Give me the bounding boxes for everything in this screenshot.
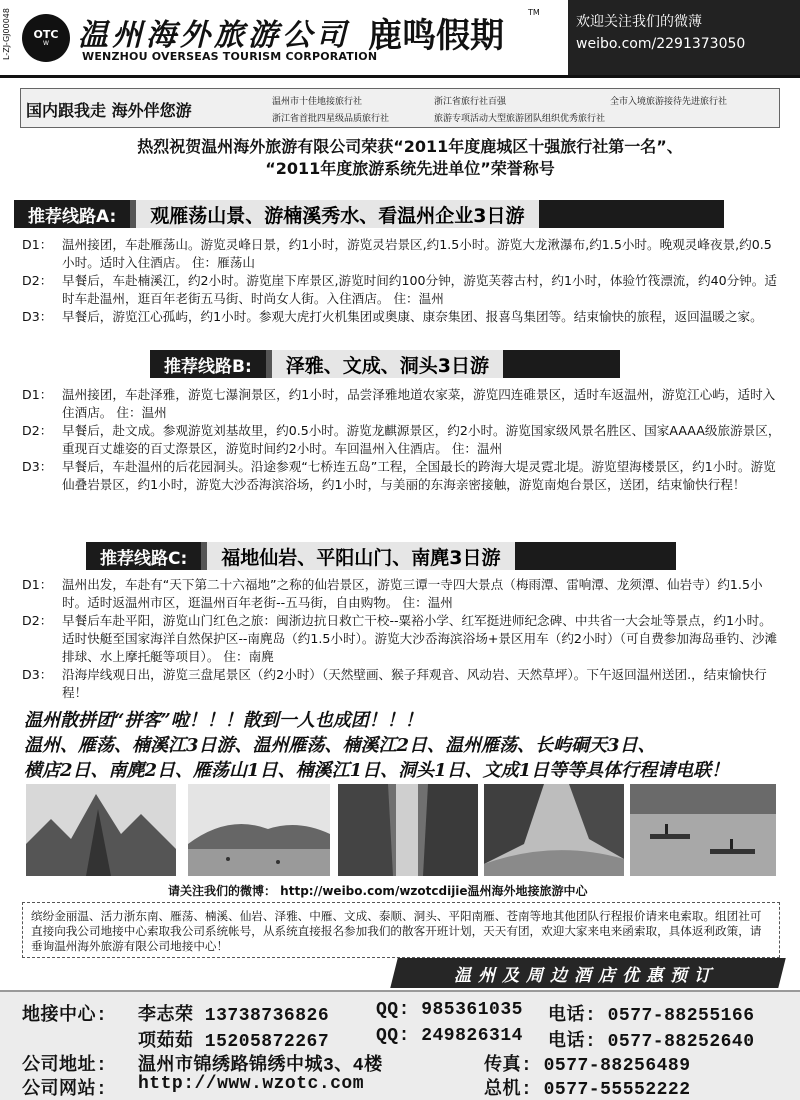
route-a-day-3 <box>22 308 784 326</box>
route-b-label: 推荐线路B: <box>164 356 252 377</box>
website-link[interactable]: http://www.wzotc.com <box>138 1074 365 1094</box>
congrats-line2: “2011年度旅游系统先进单位”荣誉称号 <box>265 158 555 178</box>
logo-sub: W <box>43 39 49 47</box>
route-c-label: 推荐线路C: <box>100 548 188 569</box>
day-label: D1： <box>22 387 53 402</box>
day-text: 温州接团，车赴雁荡山。游览灵峰日景，约1小时，游览灵岩景区,约1.5小时。游览大龙湫瀑布,约1.5小时。晚观灵峰夜景,约0.5小时。适时入住酒店。 住：雁荡山 <box>62 237 772 270</box>
congrats-line1: 热烈祝贺温州海外旅游有限公司荣获“2011年度鹿城区十强旅行社第一名”、 <box>137 137 683 156</box>
contact2-tel: 电话: 0577-88252640 <box>548 1032 755 1052</box>
route-a-title: 观雁荡山景、游楠溪秀水、看温州企业3日游 <box>130 200 538 228</box>
day-label: D2： <box>22 423 53 438</box>
weibo-note[interactable]: 请关注我们的微博： http://weibo.com/wzotcdijie温州海外地接旅游中心 <box>168 884 588 898</box>
route-c-days <box>22 576 784 702</box>
route-a-days <box>22 236 784 326</box>
award-3: 全市入境旅游接待先进旅行社 <box>610 97 728 107</box>
center-label: 地接中心: <box>22 1006 108 1026</box>
promo-line1: 温州散拼团“拼客”啦！！！散到一人也成团！！！ <box>24 710 423 731</box>
photo-mountain-peaks <box>26 784 176 876</box>
route-a-header <box>14 200 724 228</box>
route-c-header <box>86 542 676 570</box>
route-b-day-3 <box>22 458 784 494</box>
route-a-day-1 <box>22 236 784 272</box>
award-2: 浙江省旅行社百强 <box>434 97 507 107</box>
route-a-label: 推荐线路A: <box>28 206 117 227</box>
day-text: 早餐后，车赴温州的后花园洞头。沿途参观“七桥连五岛”工程，全国最长的跨海大堤灵霓北堤。游览望海楼景区，约1小时。游览仙叠岩景区，约1小时，游览大沙岙海滨浴场，约1小时，与美丽的东海亲密接触，游览南炮台景区，送团，结束愉快行程！ <box>62 459 776 492</box>
brand-tm: TM <box>528 8 540 17</box>
day-text: 早餐后，赴文成。参观游览刘基故里，约0.5小时。游览龙麒源景区，约2小时。游览国家级风景名胜区、国家AAAA级旅游景区，重现百丈雄姿的百丈漈景区，游览时间约2小时。车回温州入住酒店。 住：温州 <box>62 423 781 456</box>
route-b-title: 泽雅、文成、洞头3日游 <box>266 350 503 378</box>
footer <box>0 990 800 1100</box>
company-logo <box>22 14 70 62</box>
company-name-cn: 温州海外旅游公司 <box>78 18 350 53</box>
day-label: D3： <box>22 667 53 682</box>
day-text: 早餐后车赴平阳，游览山门红色之旅：闽浙边抗日救亡干校--粟裕小学、红军挺进师纪念碑、中共省一大会址等景点，约1小时。适时快艇至国家海洋自然保护区--南麂岛（约1.5小时）。游览大沙岙海滨浴场+景区用车（约2小时）（可自费参加海岛垂钓、沙滩排球、水上摩托艇等项目）。 住：南麂 <box>62 613 778 664</box>
weibo-line1: 欢迎关注我们的微薄 <box>576 14 702 30</box>
day-label: D3： <box>22 309 53 324</box>
contact1-tel: 电话: 0577-88255166 <box>548 1006 755 1026</box>
weibo-box <box>568 0 800 75</box>
award-5: 旅游专项活动大型旅游团队组织优秀旅行社 <box>434 114 606 124</box>
day-label: D3： <box>22 459 53 474</box>
contact1-name: 李志荣 13738736826 <box>138 1006 330 1026</box>
day-text: 早餐后，车赴楠溪江，约2小时。游览崖下库景区,游览时间约100分钟，游览芙蓉古村，约1小时，体验竹筏漂流，约40分钟。适时车赴温州，逛百年老街五马街、时尚女人街。入住酒店。 住：温州 <box>62 273 777 306</box>
route-b-days <box>22 386 784 494</box>
photo-waterfall-cliff <box>338 784 478 876</box>
day-text: 沿海岸线观日出，游览三盘尾景区（约2小时）（天然壁画、猴子拜观音、风动岩、天然草坪）。下午返回温州送团.，结束愉快行程！ <box>62 667 767 700</box>
day-label: D2： <box>22 273 53 288</box>
route-b-header <box>150 350 620 378</box>
logo-text: OTC <box>33 27 59 41</box>
day-label: D1： <box>22 577 53 592</box>
congrats-text <box>40 136 780 179</box>
photo-coast-island <box>188 784 330 876</box>
photo-bamboo-rafting <box>630 784 776 876</box>
contact2-name: 项茹茹 15205872267 <box>138 1032 330 1052</box>
weibo-link[interactable]: weibo.com/2291373050 <box>576 35 746 52</box>
slogan: 国内跟我走 海外伴您游 <box>26 101 192 120</box>
day-text: 温州出发，车赴有“天下第二十六福地”之称的仙岩景区，游览三谭一寺四大景点（梅雨潭、雷响潭、龙须潭、仙岩寺）约1.5小时。适时返温州市区，逛温州百年老街--五马街，自由购物。 住：温州 <box>62 577 763 610</box>
promo-line2: 温州、雁荡、楠溪江3日游、温州雁荡、楠溪江2日、温州雁荡、长屿硐天3日、 <box>24 735 656 756</box>
route-c-day-1 <box>22 576 784 612</box>
day-label: D1： <box>22 237 53 252</box>
hotel-banner[interactable]: 温州及周边酒店优惠预订 <box>390 958 785 988</box>
fax: 传真: 0577-88256489 <box>484 1056 691 1076</box>
day-label: D2： <box>22 613 53 628</box>
header <box>0 0 800 78</box>
route-b-day-1 <box>22 386 784 422</box>
main-tel: 总机: 0577-55552222 <box>484 1080 691 1100</box>
contact2-qq: QQ: 249826314 <box>376 1026 523 1046</box>
route-b-day-2 <box>22 422 784 458</box>
address: 温州市锦绣路锦绣中城3、4楼 <box>138 1056 383 1076</box>
award-4: 浙江省首批四星级品质旅行社 <box>272 114 390 124</box>
route-c-day-3 <box>22 666 784 702</box>
doc-code: L-ZJ-GJ00048 <box>2 8 11 60</box>
day-text: 早餐后，游览江心孤屿，约1小时。参观大虎打火机集团或奥康、康奈集团、报喜鸟集团等。结束愉快的旅程，返回温暖之家。 <box>62 309 763 324</box>
award-1: 温州市十佳地接旅行社 <box>272 97 363 107</box>
route-c-title: 福地仙岩、平阳山门、南麂3日游 <box>201 542 514 570</box>
day-text: 温州接团，车赴泽雅，游览七瀑涧景区，约1小时，品尝泽雅地道农家菜，游览四连碓景区，适时车返温州，游览江心屿，适时入住酒店。 住：温州 <box>62 387 776 420</box>
company-name-en: WENZHOU OVERSEAS TOURISM CORPORATION <box>82 50 378 63</box>
route-a-day-2 <box>22 272 784 308</box>
promo-line3: 横店2日、南麂2日、雁荡山1日、楠溪江1日、洞头1日、文成1日等等具体行程请电联！ <box>24 760 730 781</box>
notice-box: 缤纷金丽温、活力浙东南、雁荡、楠溪、仙岩、泽雅、中雁、文成、泰顺、洞头、平阳南雁、苍南等地其他团队行程报价请来电索取。组团社可直接向我公司地接中心索取我公司系统帐号，从系统直接报名参加我们的散客开班计划，天天有团，欢迎大家来电来函索取，具体返利政策，请垂询温州海外旅游有限公司地接中心！ <box>22 902 780 958</box>
brand-name: 鹿鸣假期 <box>368 16 504 56</box>
route-c-day-2 <box>22 612 784 666</box>
promo-block <box>24 708 784 783</box>
website-label: 公司网站: <box>22 1080 108 1100</box>
contact1-qq: QQ: 985361035 <box>376 1000 523 1020</box>
photo-river-valley <box>484 784 624 876</box>
address-label: 公司地址: <box>22 1056 108 1076</box>
